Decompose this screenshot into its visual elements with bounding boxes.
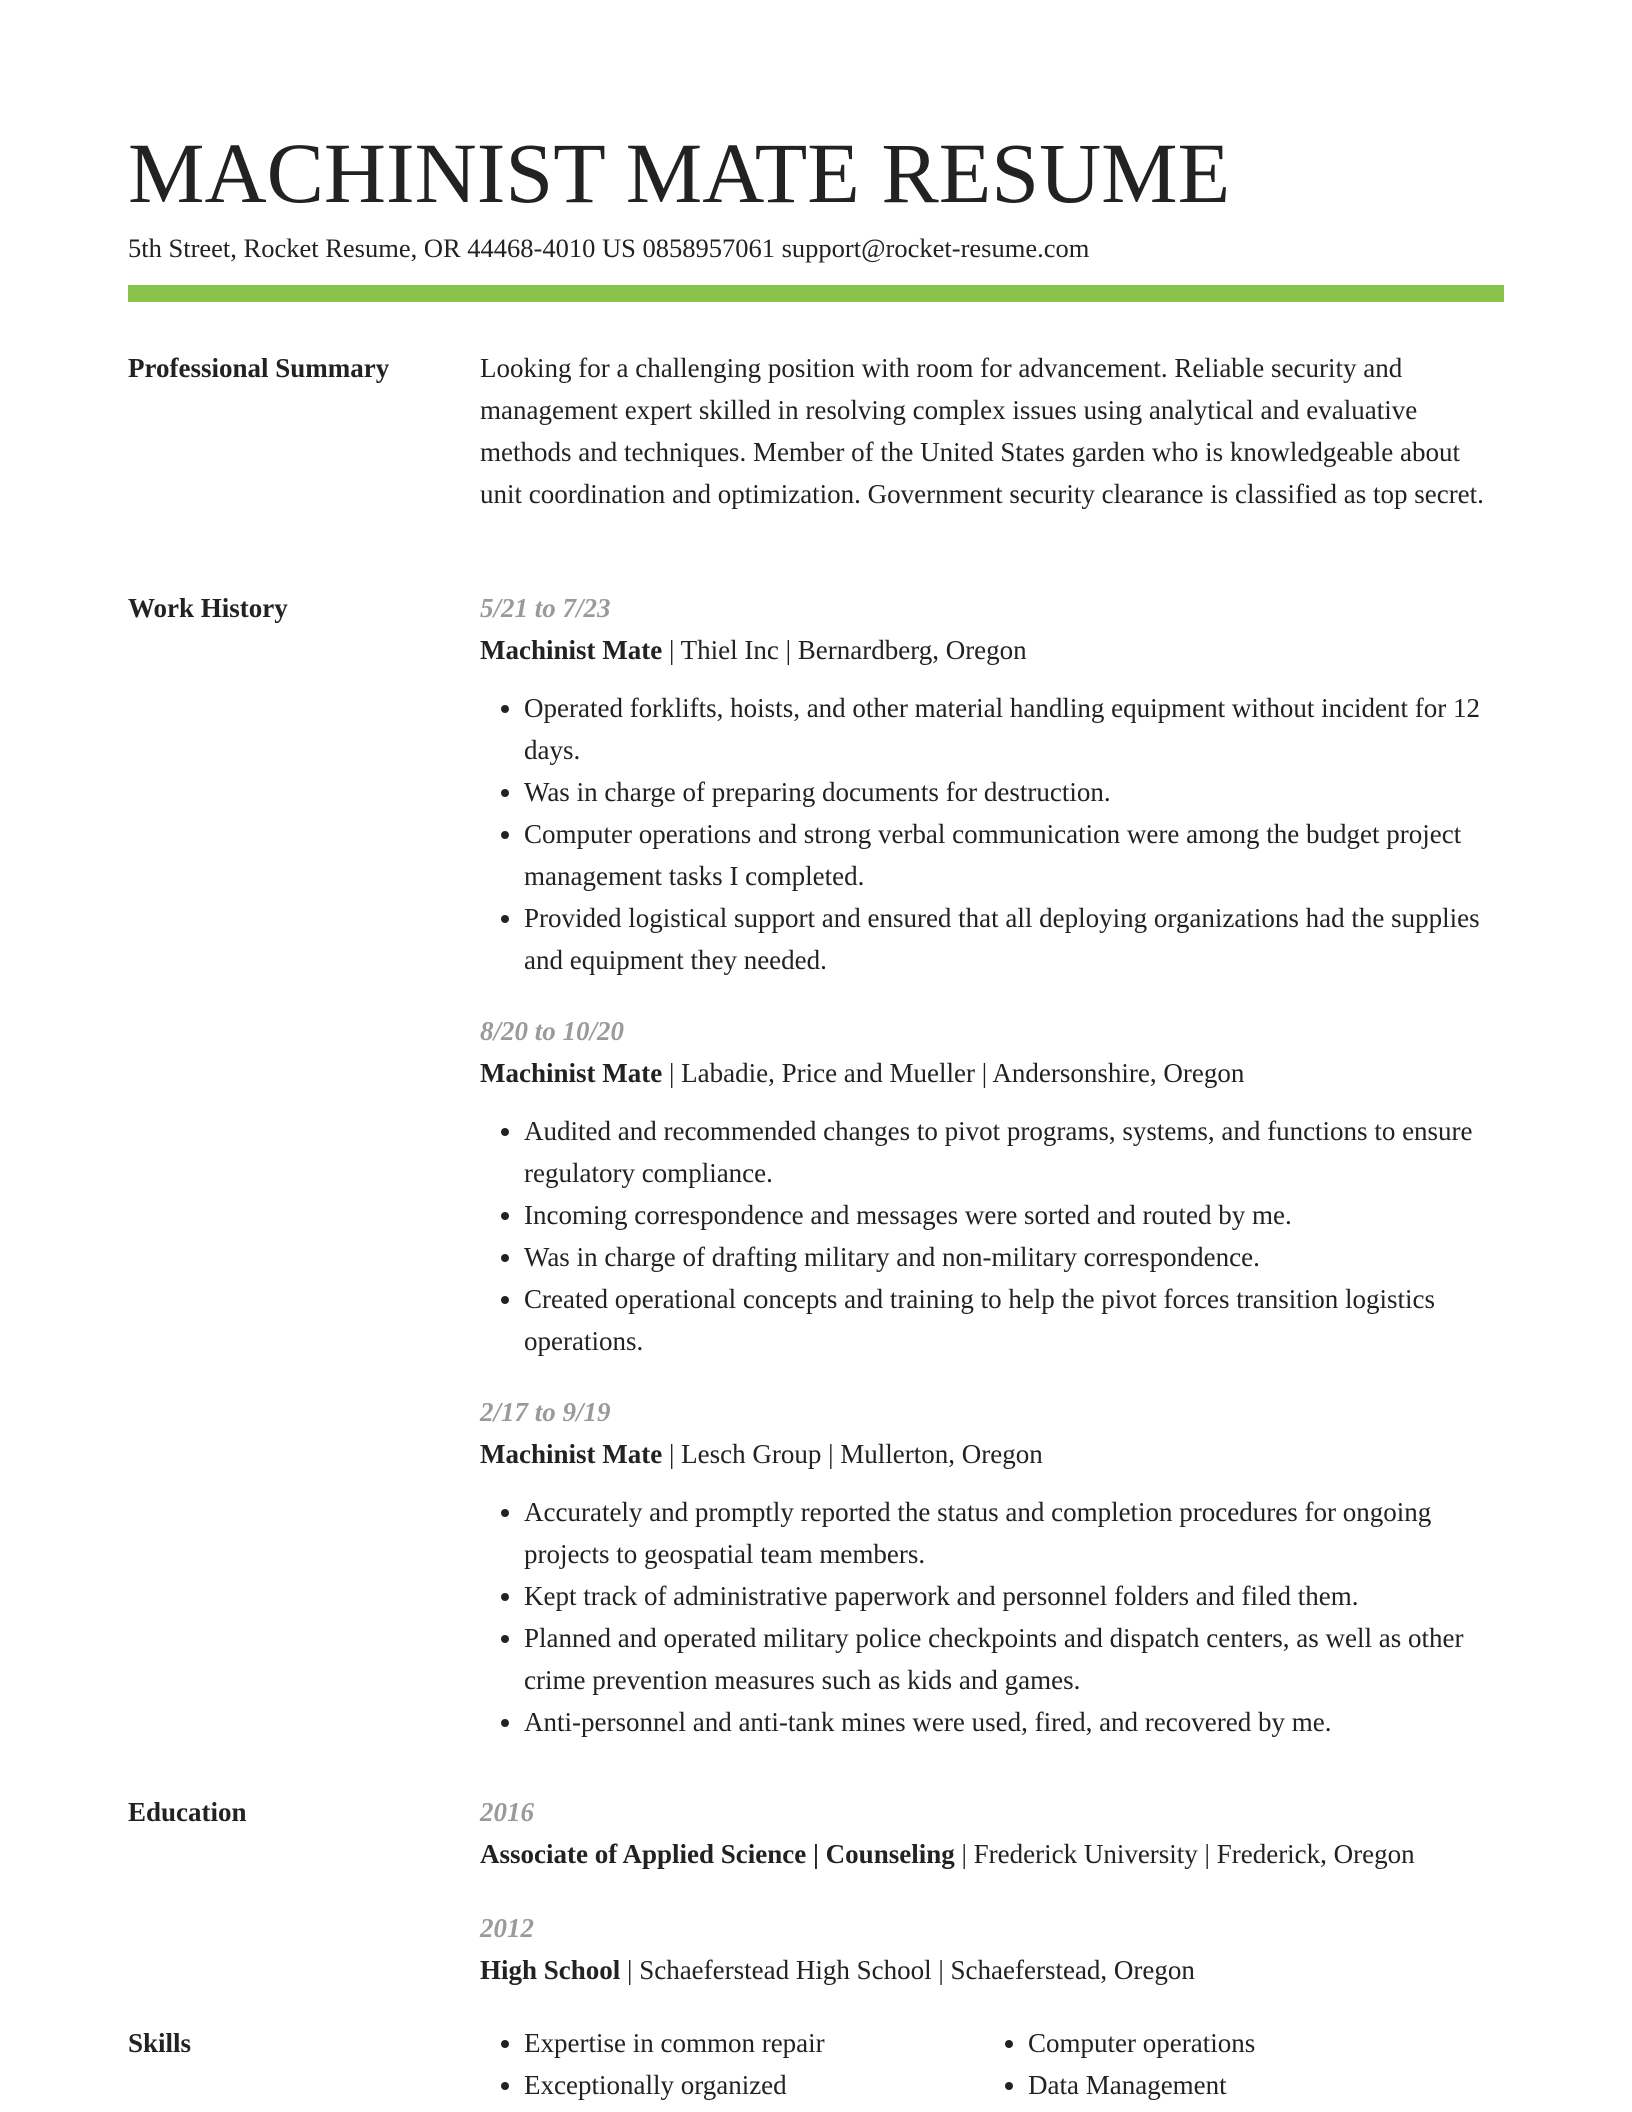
job-bullet: • Anti-personnel and anti-tank mines were used, fired, and recovered by me. xyxy=(524,1701,1506,1743)
job-bullet: • Operated forklifts, hoists, and other material handling equipment without incident for 12 days. xyxy=(524,687,1506,771)
job-bullet: • Was in charge of preparing documents for destruction. xyxy=(524,771,1506,813)
job-dates: 5/21 to 7/23 xyxy=(480,593,611,623)
job-details: | Labadie, Price and Mueller | Andersonshire, Oregon xyxy=(662,1058,1245,1088)
education-heading: Education xyxy=(128,1797,247,1827)
summary-heading: Professional Summary xyxy=(128,353,390,383)
skills-heading: Skills xyxy=(128,2028,192,2058)
education-entry xyxy=(480,1907,1506,1991)
job-role: Machinist Mate xyxy=(480,635,663,665)
job-role: Machinist Mate xyxy=(480,1058,663,1088)
job-bullet: • Kept track of administrative paperwork and personnel folders and filed them. xyxy=(524,1575,1506,1617)
job-bullet: • Provided logistical support and ensured that all deploying organizations had the supplies and equipment they needed. xyxy=(524,897,1506,981)
job-bullet: • Created operational concepts and training to help the pivot forces transition logistics operations. xyxy=(524,1278,1506,1362)
education-entry xyxy=(480,1791,1506,1907)
resume-title: MACHINIST MATE RESUME xyxy=(128,125,1231,221)
job-entry xyxy=(480,587,1506,1010)
education-degree: Associate of Applied Science | Counseling xyxy=(480,1839,955,1869)
education-year: 2016 xyxy=(480,1797,534,1827)
job-bullet: • Accurately and promptly reported the status and completion procedures for ongoing projects to geospatial team members. xyxy=(524,1491,1506,1575)
contact-line: 5th Street, Rocket Resume, OR 44468-4010 US 0858957061 support@rocket-resume.com xyxy=(128,233,1090,263)
job-title-line xyxy=(480,629,1506,671)
education-year: 2012 xyxy=(480,1913,534,1943)
job-role: Machinist Mate xyxy=(480,1439,663,1469)
skill-item: • Data Management xyxy=(1028,2064,1488,2106)
education-degree: High School xyxy=(480,1955,621,1985)
job-title-line xyxy=(480,1433,1506,1475)
skill-item: • Exceptionally organized xyxy=(524,2064,984,2106)
job-bullets xyxy=(480,1110,1506,1362)
skill-item: • Computer operations xyxy=(1028,2022,1488,2064)
job-entry xyxy=(480,1010,1506,1391)
summary-text: Looking for a challenging position with room for advancement. Reliable security and management expert skilled in resolving complex issues using analytical and evaluative methods and techniques. Member of the United States garden who is knowledgeable about unit coordination and optimization. Government security clearance is classified as top secret. xyxy=(480,353,1484,509)
skill-item: • Expertise in common repair xyxy=(524,2022,984,2064)
accent-divider xyxy=(128,285,1504,302)
job-details: | Thiel Inc | Bernardberg, Oregon xyxy=(662,635,1027,665)
education-line xyxy=(480,1833,1506,1875)
job-dates: 2/17 to 9/19 xyxy=(480,1397,611,1427)
job-entry xyxy=(480,1391,1506,1743)
work-history-heading: Work History xyxy=(128,593,288,623)
job-bullet: • Was in charge of drafting military and non-military correspondence. xyxy=(524,1236,1506,1278)
job-bullet: • Incoming correspondence and messages were sorted and routed by me. xyxy=(524,1194,1506,1236)
skills-grid xyxy=(480,2022,1506,2106)
education-line xyxy=(480,1949,1506,1991)
job-bullet: • Audited and recommended changes to pivot programs, systems, and functions to ensure regulatory compliance. xyxy=(524,1110,1506,1194)
education-details: | Frederick University | Frederick, Oregon xyxy=(954,1839,1415,1869)
job-details: | Lesch Group | Mullerton, Oregon xyxy=(662,1439,1043,1469)
job-bullet: • Planned and operated military police checkpoints and dispatch centers, as well as other crime prevention measures such as kids and games. xyxy=(524,1617,1506,1701)
job-bullets xyxy=(480,1491,1506,1743)
job-bullet: • Computer operations and strong verbal communication were among the budget project management tasks I completed. xyxy=(524,813,1506,897)
skills-column-left xyxy=(480,2022,984,2106)
education-details: | Schaeferstead High School | Schaeferstead, Oregon xyxy=(620,1955,1195,1985)
job-title-line xyxy=(480,1052,1506,1094)
skills-column-right xyxy=(984,2022,1488,2106)
job-dates: 8/20 to 10/20 xyxy=(480,1016,625,1046)
job-bullets xyxy=(480,687,1506,981)
